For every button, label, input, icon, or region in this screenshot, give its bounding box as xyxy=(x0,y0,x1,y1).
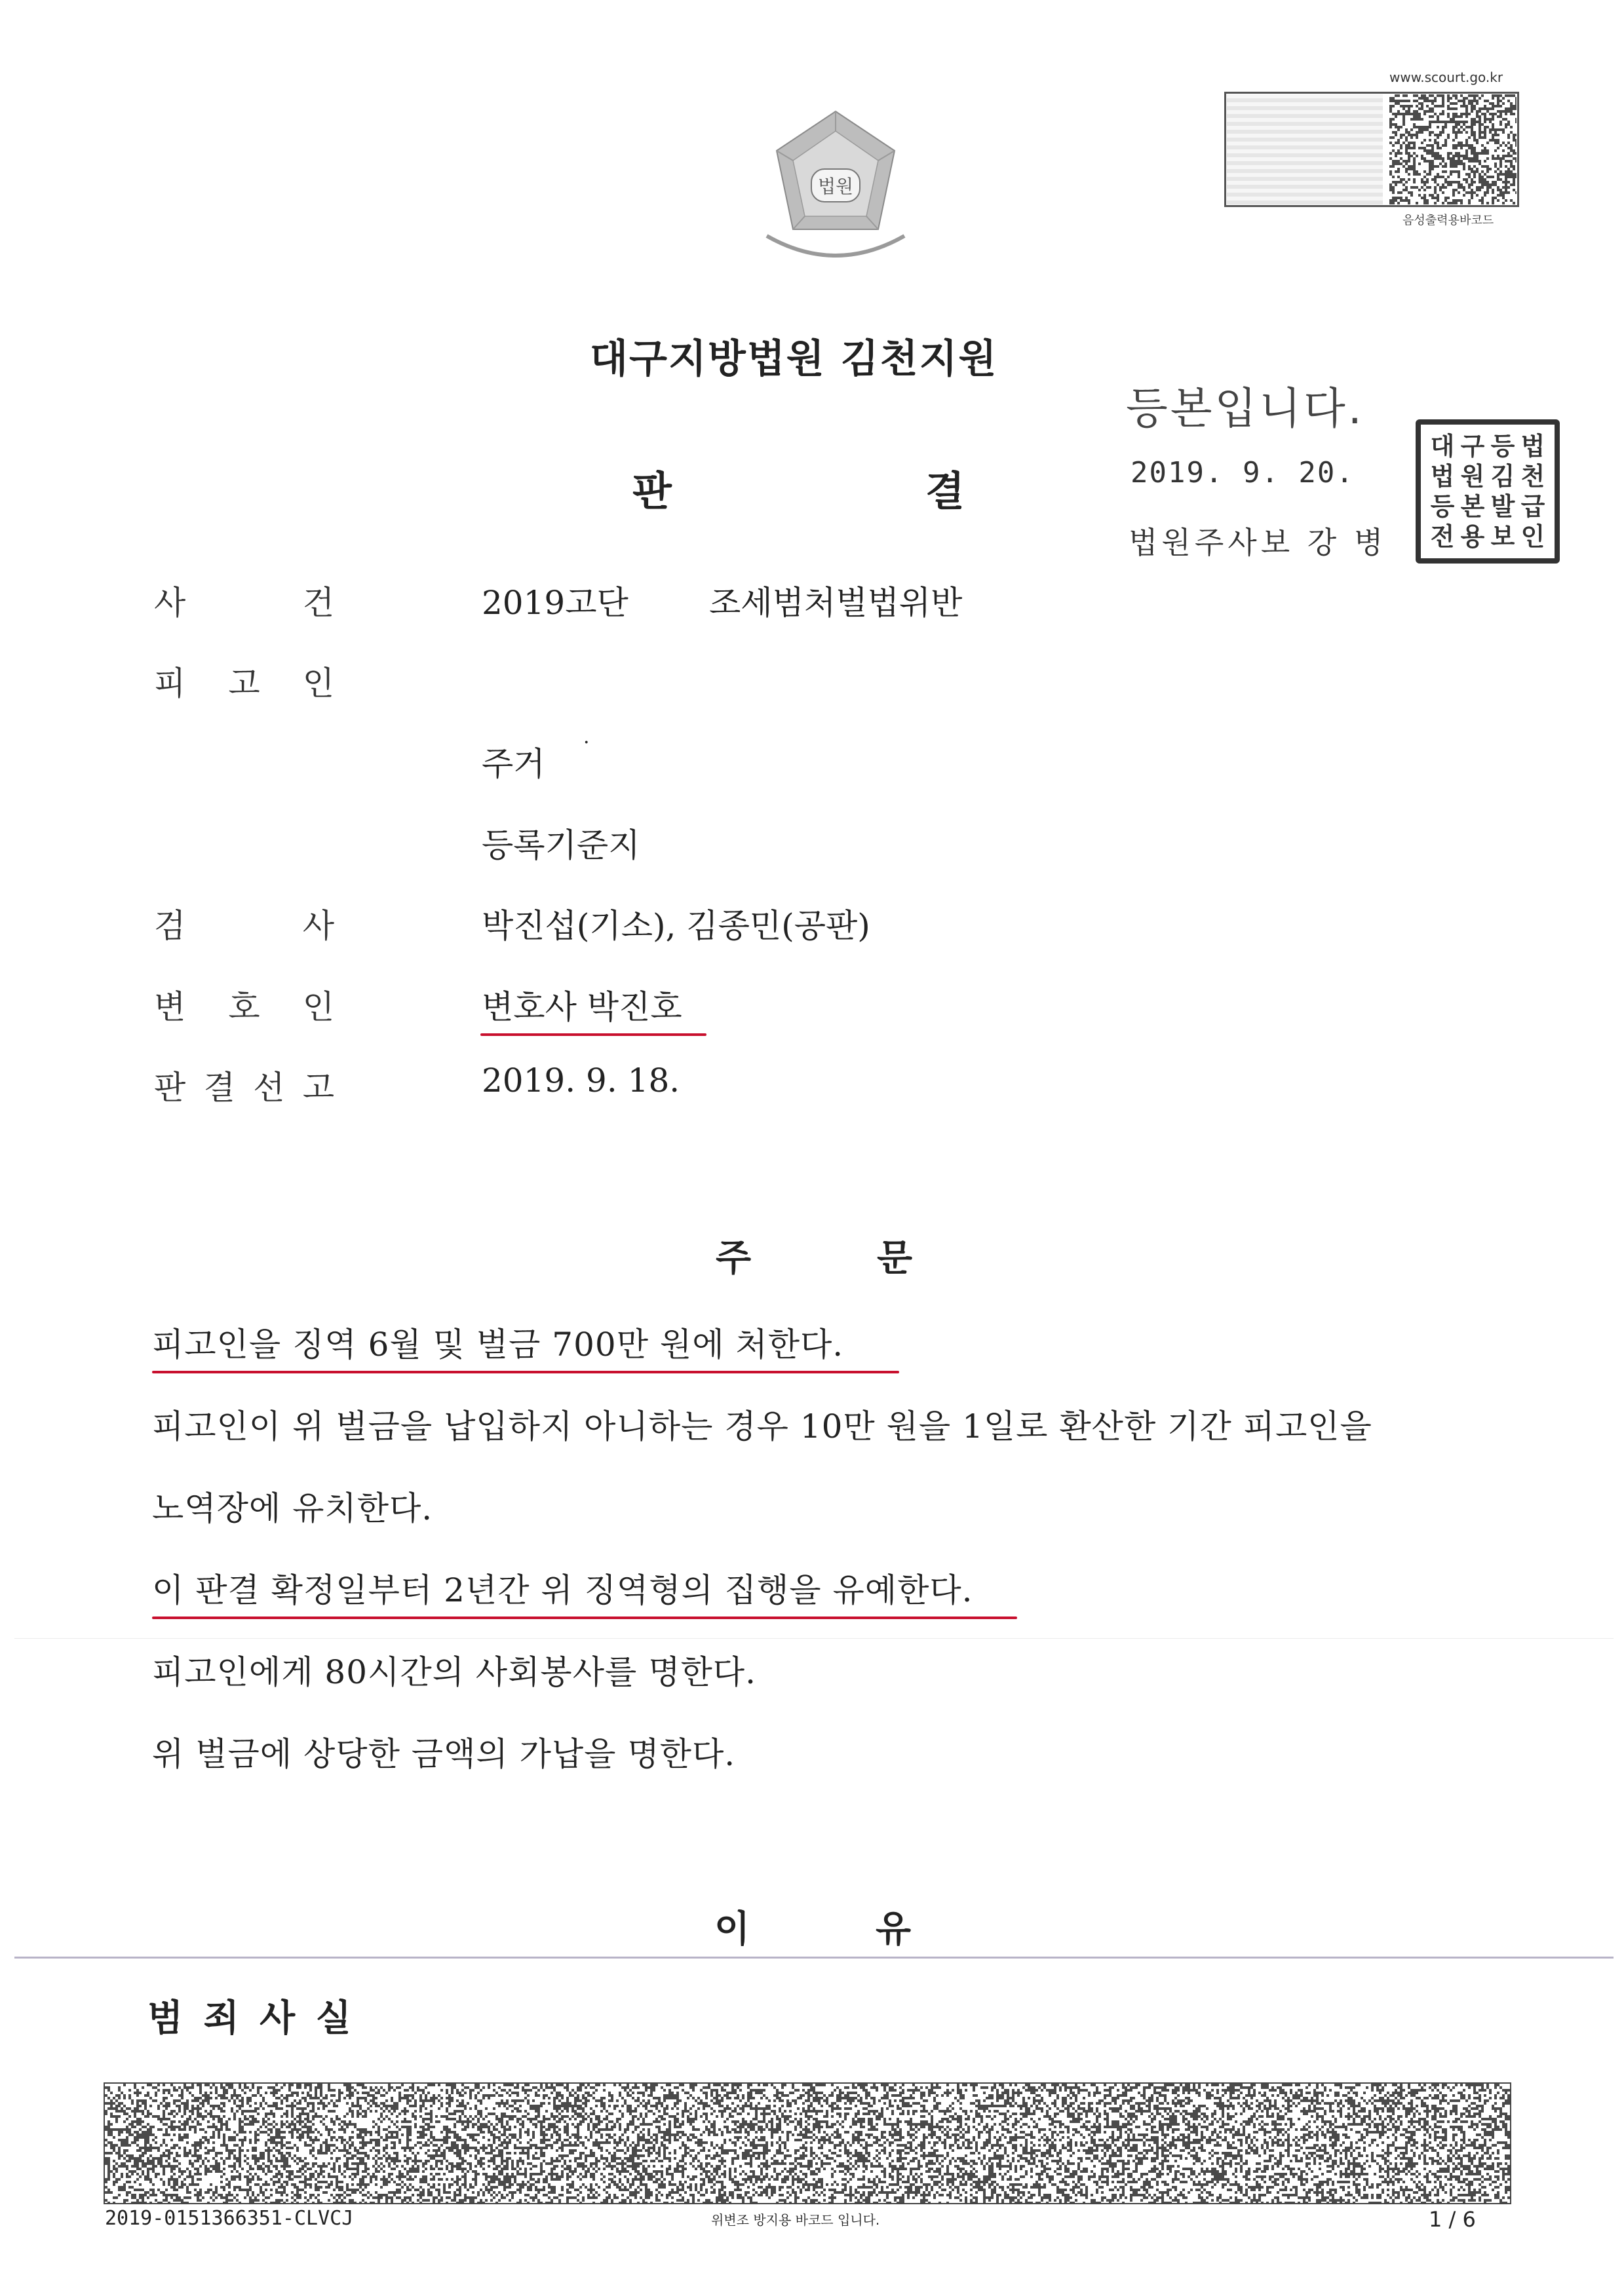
lawyer-value: 변호사 박진호 xyxy=(482,988,682,1026)
seal-char: 대 xyxy=(1430,432,1455,461)
order-line-5: 피고인에게 80시간의 사회봉사를 명한다. xyxy=(152,1653,756,1691)
order-title-2: 문 xyxy=(877,1237,913,1280)
seal-char: 본 xyxy=(1460,492,1485,521)
seal-char: 인 xyxy=(1520,522,1545,551)
seal-char: 원 xyxy=(1460,462,1485,491)
court-emblem-icon xyxy=(741,105,931,275)
page-number: 1 / 6 xyxy=(1429,2207,1476,2232)
seal-char: 보 xyxy=(1490,522,1515,551)
voice-barcode-text-area xyxy=(1227,94,1383,204)
prosecutor-value: 박진섭(기소), 김종민(공판) xyxy=(482,907,870,945)
seal-char: 법 xyxy=(1430,462,1455,491)
verdict-date: 2019. 9. 18. xyxy=(482,1062,680,1100)
reason-title-1: 이 xyxy=(714,1908,750,1951)
certified-copy-stamp: 등본입니다. xyxy=(1126,383,1364,434)
doc-id: 2019-0151366351-CLVCJ xyxy=(105,2207,354,2230)
case-name: 조세범처벌법위반 xyxy=(709,584,963,622)
verdict-date-label: 판 결 선 고 xyxy=(154,1069,334,1107)
order-line-4-underline xyxy=(152,1617,1017,1619)
seal-char: 등 xyxy=(1430,492,1455,521)
order-line-6: 위 벌금에 상당한 금액의 가납을 명한다. xyxy=(152,1735,736,1773)
emblem-text: 법원 xyxy=(817,176,854,197)
stamp-date: 2019. 9. 20. xyxy=(1131,456,1355,489)
seal-char: 용 xyxy=(1460,522,1485,551)
case-label: 사 건 xyxy=(154,584,334,622)
seal-char: 법 xyxy=(1520,432,1545,461)
section-divider xyxy=(14,1957,1614,1959)
seal-char: 천 xyxy=(1520,462,1545,491)
order-title-1: 주 xyxy=(716,1237,752,1280)
seal-char: 등 xyxy=(1490,432,1515,461)
order-line-2: 피고인이 위 벌금을 납입하지 아니하는 경우 10만 원을 1일로 환산한 기간 피고인을 xyxy=(152,1407,1372,1445)
address-value: · xyxy=(583,731,590,754)
defendant-label: 피 고 인 xyxy=(154,664,334,702)
reason-subtitle: 범 죄 사 실 xyxy=(147,1997,355,2040)
voice-barcode-icon xyxy=(1389,94,1517,204)
seal-char: 구 xyxy=(1460,432,1485,461)
seal-char: 전 xyxy=(1430,522,1455,551)
faint-divider xyxy=(14,1638,1614,1639)
order-line-3: 노역장에 유치한다. xyxy=(152,1489,433,1527)
order-line-4: 이 판결 확정일부터 2년간 위 징역형의 집행을 유예한다. xyxy=(152,1571,973,1609)
order-line-1-underline xyxy=(152,1371,899,1373)
official-seal-icon xyxy=(1416,419,1560,564)
address-label: 주거 xyxy=(482,745,545,783)
stamp-clerk: 법원주사보 강 병 xyxy=(1129,525,1387,560)
order-line-1: 피고인을 징역 6월 및 벌금 700만 원에 처한다. xyxy=(152,1326,844,1364)
seal-char: 급 xyxy=(1520,492,1545,521)
voice-barcode-caption: 음성출력용바코드 xyxy=(1402,214,1494,227)
seal-char: 발 xyxy=(1490,492,1515,521)
case-number: 2019고단 xyxy=(482,584,628,622)
seal-char: 김 xyxy=(1490,462,1515,491)
doc-type-part2: 결 xyxy=(925,467,965,515)
court-name: 대구지방법원 김천지원 xyxy=(590,336,998,382)
prosecutor-label: 검 사 xyxy=(154,907,334,945)
doc-type-part1: 판 xyxy=(632,467,672,515)
lawyer-label: 변 호 인 xyxy=(154,988,334,1026)
lawyer-underline xyxy=(480,1033,706,1036)
registry-label: 등록기준지 xyxy=(482,826,640,864)
anti-forgery-barcode-icon xyxy=(105,2084,1510,2203)
anti-forgery-caption: 위변조 방지용 바코드 입니다. xyxy=(711,2212,880,2228)
site-url: www.scourt.go.kr xyxy=(1389,69,1503,85)
reason-title-2: 유 xyxy=(876,1908,912,1951)
